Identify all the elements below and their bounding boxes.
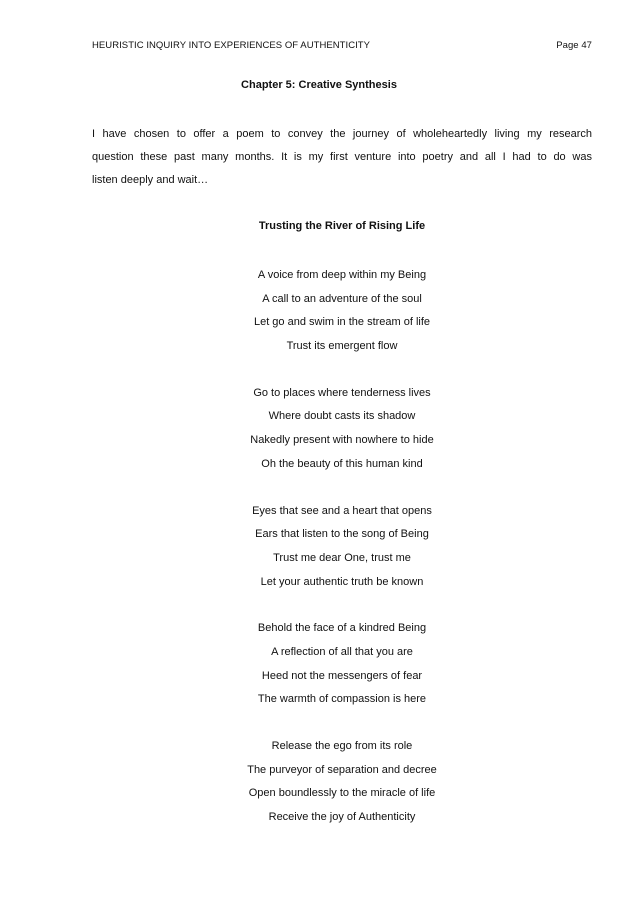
poem-stanza [92,264,592,359]
poem-line: The purveyor of separation and decree [247,763,437,776]
poem-line: Let your authentic truth be known [260,575,424,588]
poem-line: Nakedly present with nowhere to hide [250,434,434,447]
poem-line: A call to an adventure of the soul [262,292,422,305]
poem-line: Heed not the messengers of fear [261,669,423,682]
page-number: Page 47 [556,40,592,51]
poem-title: Trusting the River of Rising Life [258,220,426,232]
chapter-title: Chapter 5: Creative Synthesis [241,79,397,91]
poem-line: Behold the face of a kindred Being [257,622,427,635]
intro-line: I have chosen to offer a poem to convey the journey of wholeheartedly living my research [92,128,592,140]
poem-line: Open boundlessly to the miracle of life [248,787,436,800]
intro-paragraph [92,123,592,192]
poem-line: Eyes that see and a heart that opens [252,504,432,517]
poem-stanza [92,500,592,595]
poem-line: Let go and swim in the stream of life [253,316,431,329]
poem-line: A reflection of all that you are [271,645,413,658]
poem-line: Ears that listen to the song of Being [255,528,429,541]
poem-line: Trust me dear One, trust me [273,551,411,564]
poem-line: Trust its emergent flow [286,340,398,353]
poem-line: Where doubt casts its shadow [268,410,416,423]
poem-line: The warmth of compassion is here [257,693,427,706]
poem-line: Oh the beauty of this human kind [261,457,423,470]
intro-line: question these past many months. It is my first venture into poetry and all I had to do was [92,151,592,163]
intro-line: listen deeply and wait… [92,174,209,186]
poem-stanza [92,735,592,830]
poem-stanza [92,382,592,477]
poem-body [92,264,592,853]
poem-line: Go to places where tenderness lives [253,386,431,399]
poem-line: A voice from deep within my Being [257,269,427,281]
poem-line: Receive the joy of Authenticity [268,811,416,824]
poem-stanza [92,617,592,712]
running-title: HEURISTIC INQUIRY INTO EXPERIENCES OF AUTHENTICITY [92,40,371,51]
page-header [92,40,592,54]
poem-line: Release the ego from its role [271,740,413,752]
